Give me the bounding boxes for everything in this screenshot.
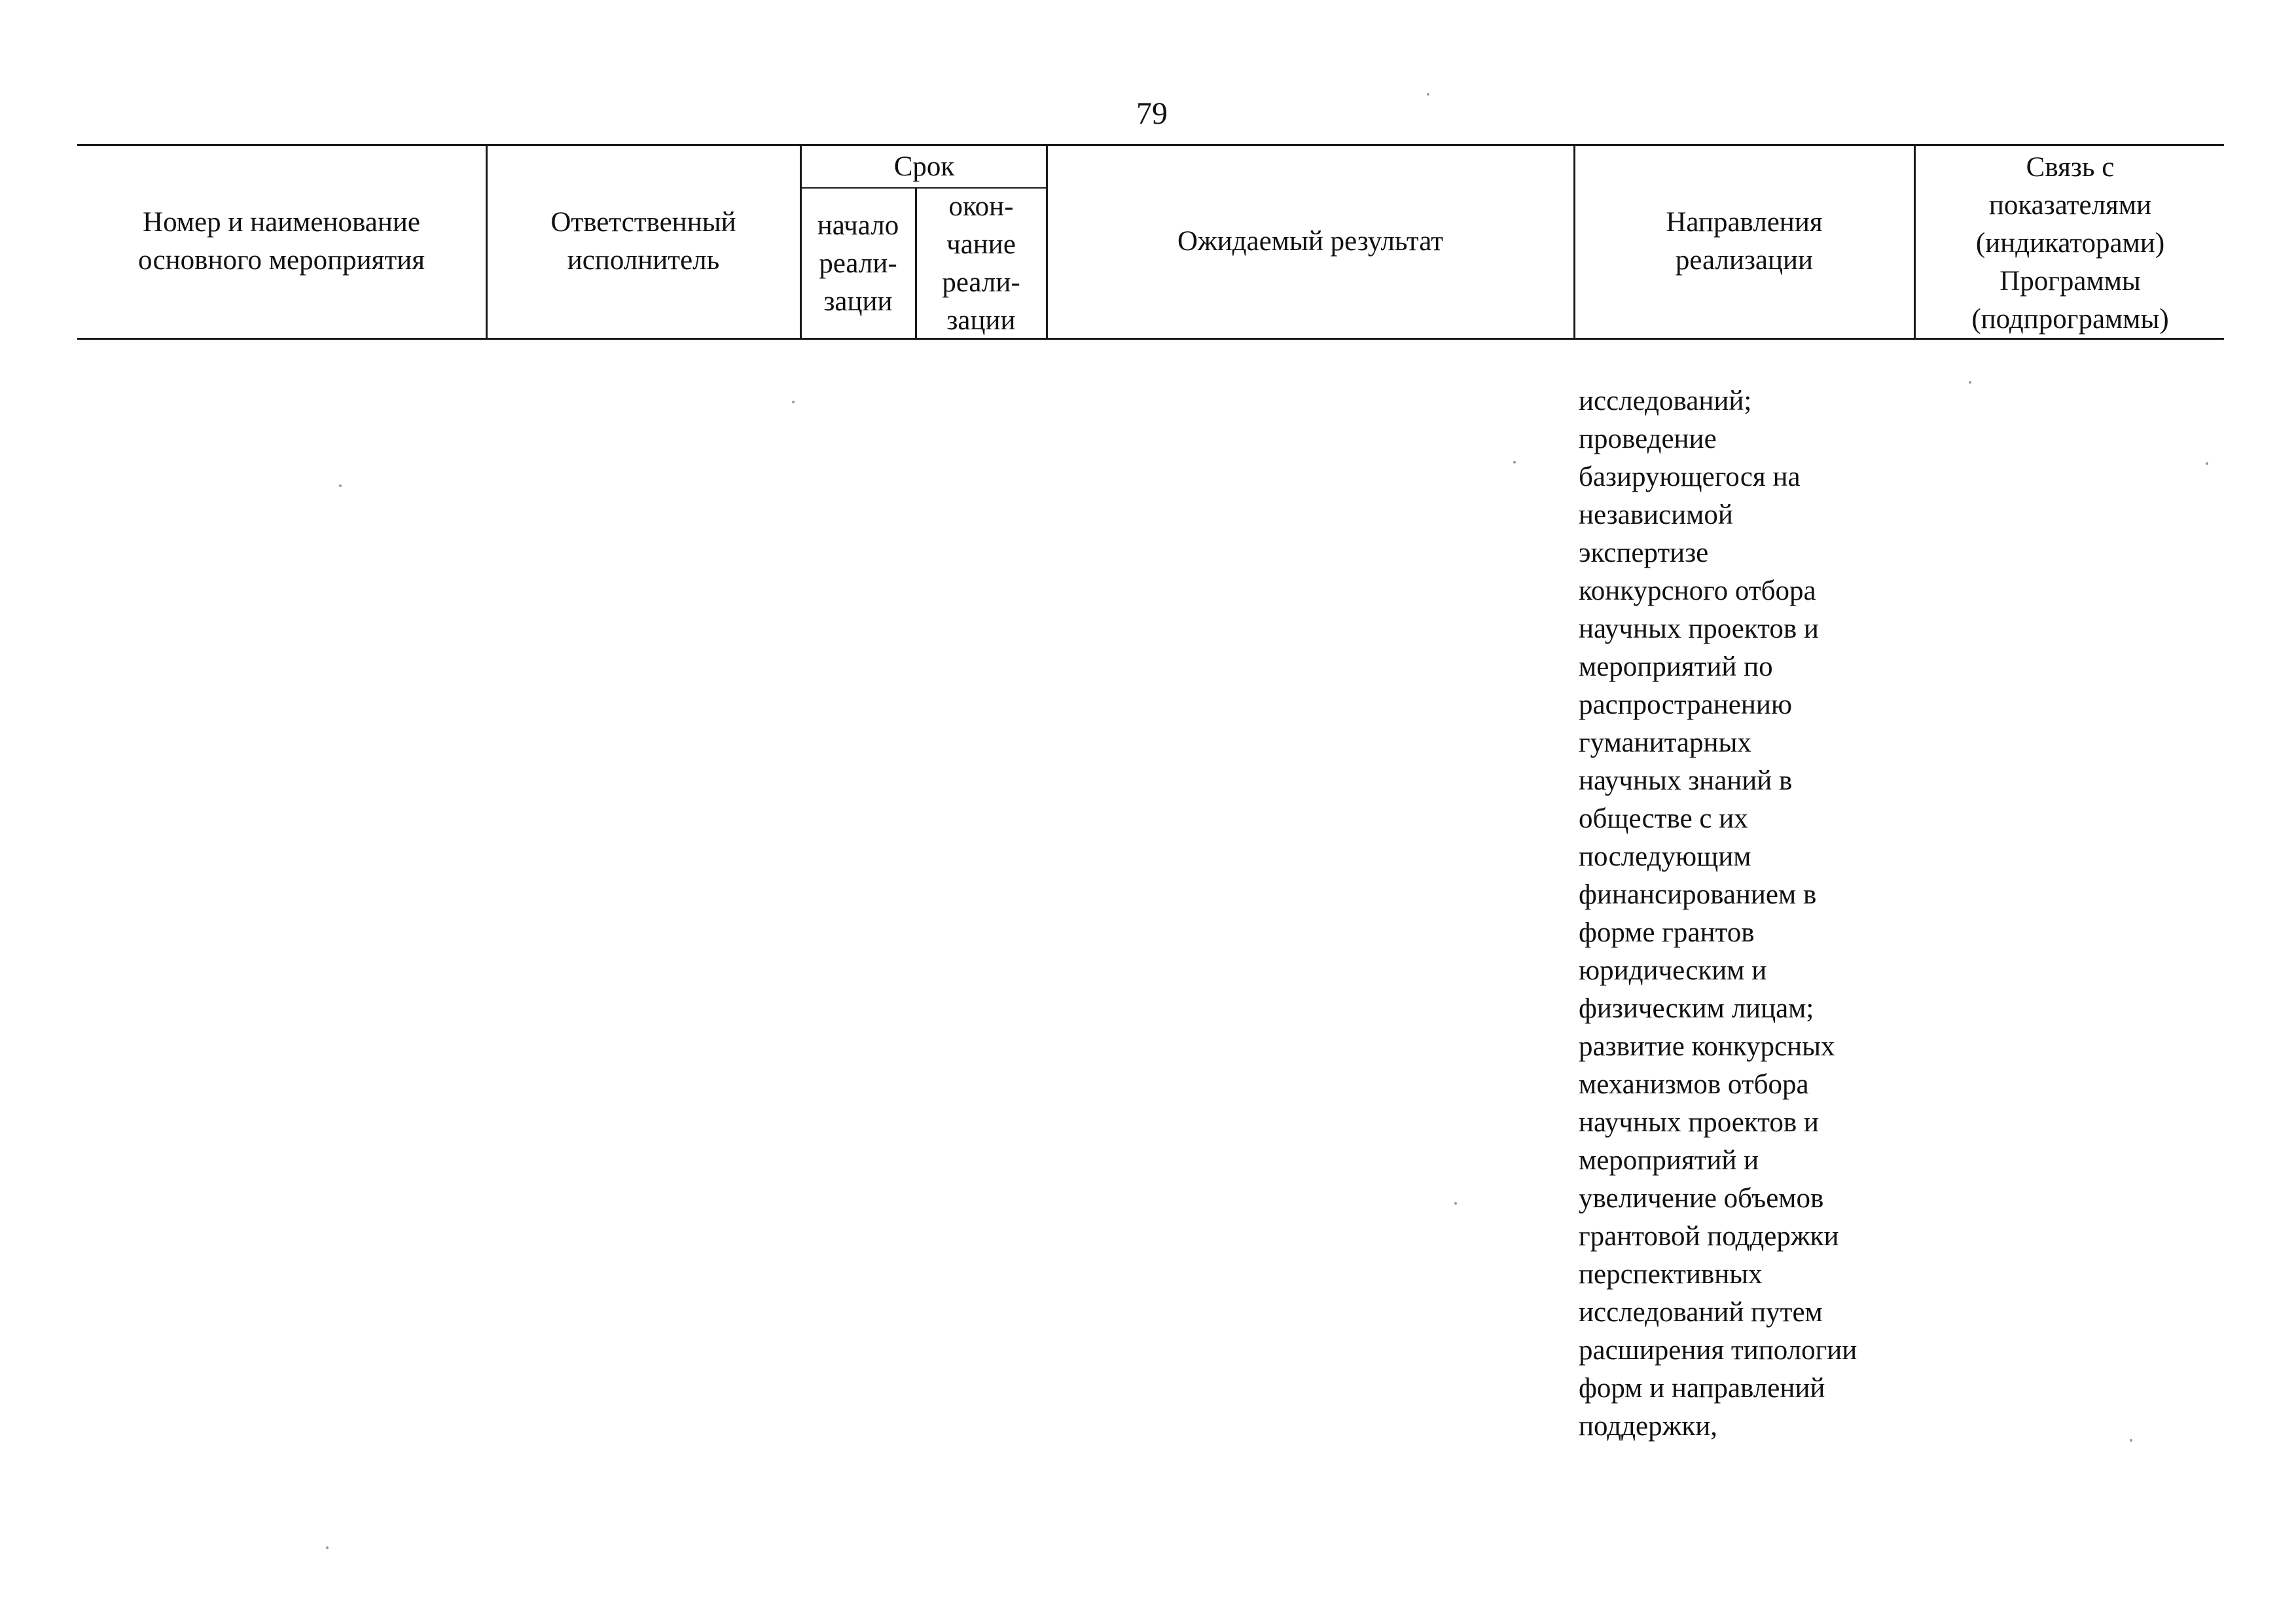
header-term-start: начало реали- зации [817,210,899,317]
header-responsible-executor: Ответственный исполнитель [550,207,736,276]
directions-cell-text: исследований; проведение базирующегося на независимой экспертизе конкурсного отбора научных проектов и мероприятий по распространению гуманитарных научных знаний в обществе с их последующим финансированием в форме грантов юридическим и физическим лицам; развитие конкурсных механизмов отбора научных проектов и мероприятий и увеличение объемов грантовой поддержки перспективных исследований путем расширения типологии форм и направлений поддержки, [1579,386,1857,1442]
column-separator [915,189,917,339]
header-directions: Направления реализации [1666,207,1823,276]
header-indicator-link: Связь с показателями (индикаторами) Программы (подпрограммы) [1971,152,2169,335]
header-term-group: Срок [893,151,955,182]
header-term-end: окон- чание реали- зации [942,191,1020,336]
column-separator [1573,145,1575,339]
scan-speck [1454,1202,1457,1205]
scan-speck [339,484,342,487]
scan-speck [326,1546,329,1549]
column-separator [1914,145,1916,339]
header-expected-result: Ожидаемый результат [1177,226,1443,257]
column-separator [800,145,802,339]
header-activity-name: Номер и наименование основного мероприятия [138,207,425,276]
column-separator [1046,145,1048,339]
column-separator [486,145,488,339]
page-number: 79 [1136,96,1168,131]
header-top-rule [77,144,2224,146]
scan-speck [1513,461,1516,464]
scan-speck [1427,93,1429,96]
scan-speck [792,401,795,403]
scan-speck [2130,1439,2132,1442]
scan-speck [2206,462,2208,465]
scan-speck [1969,381,1971,384]
header-bottom-rule [77,338,2224,340]
